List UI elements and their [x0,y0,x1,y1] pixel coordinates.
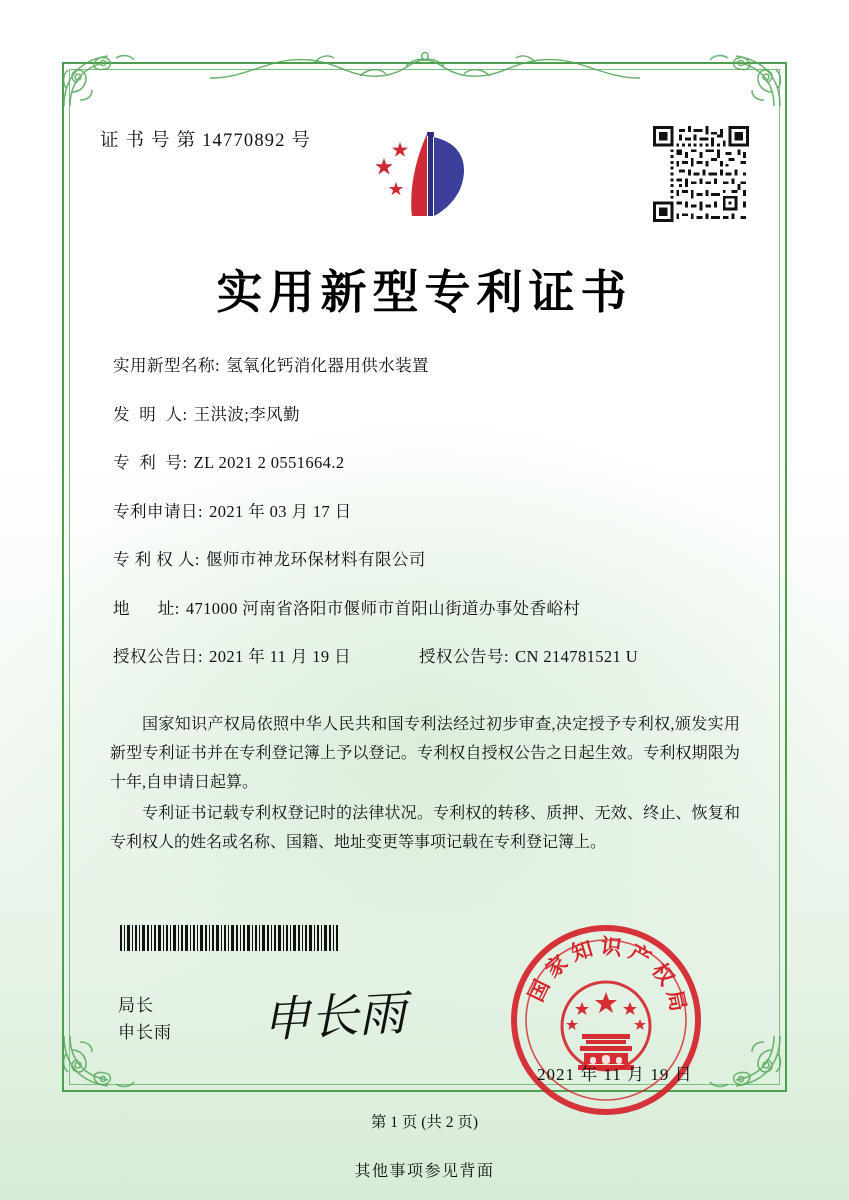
handwritten-signature: 申长雨 [260,985,408,1049]
field-value: ZL 2021 2 0551664.2 [193,453,345,472]
footer-note: 其他事项参见背面 [354,1163,495,1180]
director-label: 局长 [118,996,154,1015]
seal-date: 2021 年 11 月 19 日 [537,1065,693,1084]
field-application-date [113,498,737,522]
paragraph-1: 国家知识产权局依照中华人民共和国专利法经过初步审查,决定授予专利权,颁发实用新型专利证书并在专利登记簿上予以登记。专利权自授权公告之日起生效。专利权期限为十年,自申请日起算。 [110,716,740,791]
top-ornament-icon [210,46,640,92]
grant-date-label: 授权公告日: [113,647,204,666]
field-value: 氢氧化钙消化器用供水装置 [226,356,429,375]
grant-number-label: 授权公告号: [419,647,510,666]
field-label: 实用新型名称: [113,356,221,375]
field-label: 地 址: [113,598,180,618]
field-inventor [113,401,737,425]
certificate-number: 证 书 号 第 14770892 号 [100,131,312,151]
field-label: 专 利 号: [113,453,188,472]
svg-text:国家知识产权局: 国家知识产权局 [523,934,692,1020]
field-value: 偃师市神龙环保材料有限公司 [205,550,426,569]
page-title: 实用新型专利证书 [216,265,633,319]
director-name: 申长雨 [118,1023,172,1042]
field-label: 专 利 权 人: [113,550,200,569]
field-value: 2021 年 03 月 17 日 [209,501,352,521]
cnipa-logo [372,120,482,228]
field-patent-number [113,449,737,473]
grant-date-value: 2021 年 11 月 19 日 [209,647,352,666]
qr-code [653,126,749,222]
field-utility-model-name [113,352,737,376]
field-patentee [113,546,737,570]
director-block [118,992,172,1046]
grant-number-value: CN 214781521 U [515,647,639,666]
official-red-seal [508,922,704,1118]
field-address [113,595,737,619]
field-label: 专利申请日: [113,501,204,521]
legal-text [110,710,740,859]
field-value: 王洪波;李风勤 [193,404,300,424]
page-number: 第 1 页 (共 2 页) [370,1114,479,1131]
field-grant-announcement [113,643,737,667]
field-label: 发 明 人: [113,404,188,424]
field-value: 471000 河南省洛阳市偃师市首阳山街道办事处香峪村 [185,598,581,618]
field-list [113,352,737,692]
paragraph-2: 专利证书记载专利权登记时的法律状况。专利权的转移、质押、无效、终止、恢复和专利权人的姓名或名称、国籍、地址变更等事项记载在专利登记簿上。 [110,805,740,851]
barcode [120,925,340,951]
